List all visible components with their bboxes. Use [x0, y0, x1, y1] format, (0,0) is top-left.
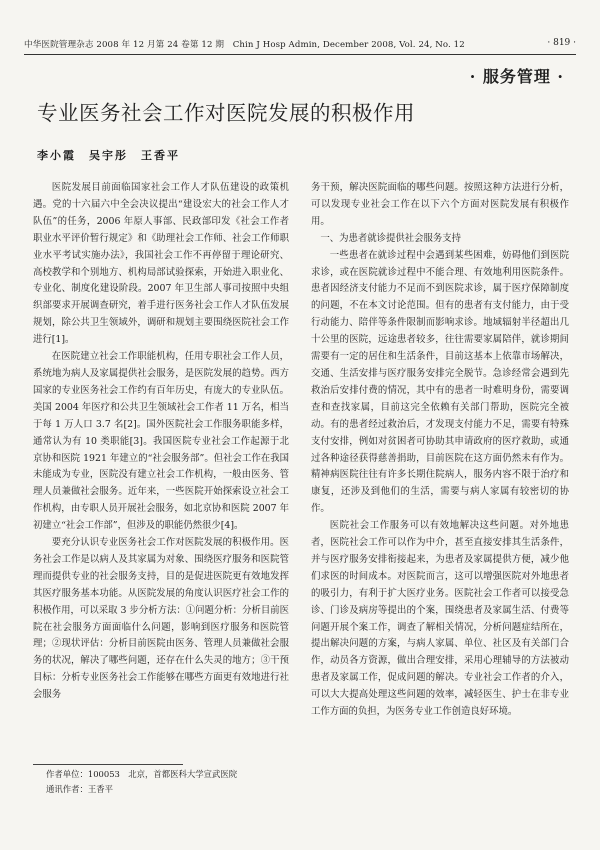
footnote-divider: [33, 764, 183, 765]
body-paragraph-continued: 务干预，解决医院面临的哪些问题。按照这种方法进行分析，可以发现专业社会工作在以下六个方面对医院发展有积极作用。: [311, 182, 569, 227]
journal-header: 中华医院管理杂志 2008 年 12 月第 24 卷第 12 期 Chin J Hosp Admin, December 2008, Vol. 24, No. 12: [24, 40, 465, 50]
section-tag: · 服务管理 ·: [469, 67, 564, 86]
body-paragraph: 在医院建立社会工作职能机构，任用专职社会工作人员，系统地为病人及家属提供社会服务，是医院发展的趋势。西方国家的专业医务社会工作约有百年历史，有庞大的专业队伍。美国 2004 年医疗和公共卫生领域社会工作者 11 万名，相当于每 1 万人口 3.7 名[2]。国外医院社会工作服务职能多样，通常认为有 10 类职能[3]。我国医院专业社会工作起源于北京协和医院 1921 年建立的“社会服务部”。但社会工作在我国未能成为专业，医院没有建立社会工作机构，一般由医务、管理人员兼做社会服务。近年来，一些医院开始探索设立社会工作机构，由专职人员开展社会服务，如北京协和医院 2007 年初建立“社会工作部”，但涉及的职能仍然很少[4]。: [33, 351, 289, 532]
author-list: 李小霞 吴宇彤 王香平: [37, 149, 180, 162]
author-footnote: [46, 767, 237, 796]
section-heading: 一、为患者就诊提供社会服务支持: [320, 232, 462, 244]
page-number: · 819 ·: [547, 38, 576, 48]
left-column: [33, 180, 289, 704]
body-paragraph: 医院发展目前面临国家社会工作人才队伍建设的政策机遇。党的十六届六中全会决议提出“建设宏大的社会工作人才队伍”的任务，2006 年原人事部、民政部印发《社会工作者职业水平评价暂行规定》和《助理社会工作师、社会工作师职业水平考试实施办法》，我国社会工作不再停留于理论研究、高校教学和个别地方、机构局部试验探索，开始进入职业化、专业化、制度化建设阶段。2007 年卫生部人事司按照中央组织部要求开展调查研究，着手进行医务社会工作人才队伍发展规划，除公共卫生领域外，调研和规划主要围绕医院社会工作进行[1]。: [33, 182, 289, 346]
header-divider: [24, 54, 576, 55]
body-paragraph: 医院社会工作服务可以有效地解决这些问题。对外地患者，医院社会工作可以作为中介，甚至直接安排其生活条件，并与医疗服务安排衔接起来，为患者及家属提供方便，减少他们求医的时间成本。对医院而言，这可以增强医院对外地患者的吸引力，有利于扩大医疗业务。医院社会工作者可以接受急诊、门诊及病房等提出的个案，围绕患者及家属生活、付费等问题开展个案工作，调查了解相关情况，分析问题症结所在，提出解决问题的方案，与病人家属、单位、社区及有关部门合作，动员各方资源，做出合理安排，采用心理辅导的方法被动患者及家属工作，促成问题的解决。专业社会工作者的介入，可以大大提高处理这些问题的效率，减轻医生、护士在非专业工作方面的负担，为医务专业工作创造良好环境。: [311, 520, 569, 718]
right-column: [311, 180, 569, 721]
body-paragraph: 一些患者在就诊过程中会遇到某些困难，妨碍他们到医院求诊，或在医院就诊过程中不能合理、有效地利用医院条件。患者因经济支付能力不足而不到医院求诊，属于医疗保障制度的问题，不在本文讨论范围。但有的患者有支付能力，由于受行动能力、陪伴等条件限制而影响求诊。地域辐射半径超出几十公里的医院，远途患者较多，往往需要家属陪伴，就诊期间需要有一定的居住和生活条件，目前这基本上依靠市场解决，交通、生活安排与医疗服务安排完全脱节。急诊经常会遇到先救治后安排付费的情况，其中有的患者一时难明身份，需要调查和查找家属，目前这完全依赖有关部门帮助，医院完全被动。有的患者经过救治后，才发现支付能力不足，需要有特殊支付安排，例如对贫困者可协助其申请政府的医疗救助，或通过各种途径获得慈善捐助，目前医院在这方面仍然未有作为。精神病医院往往有许多长期住院病人，服务内容不限于治疗和康复，还涉及到他们的生活，需要与病人家属有较密切的协作。: [311, 249, 569, 515]
corresponding-author: 通讯作者：王香平: [46, 783, 113, 794]
author-affiliation: 作者单位：100053 北京，首都医科大学宣武医院: [46, 769, 238, 779]
article-title: 专业医务社会工作对医院发展的积极作用: [37, 101, 415, 125]
body-paragraph: 要充分认识专业医务社会工作对医院发展的积极作用。医务社会工作是以病人及其家属为对象、围绕医疗服务和医院管理而提供专业的社会服务支持，目的是促进医院更有效地发挥其医疗服务基本功能。从医院发展的角度认识医疗社会工作的积极作用，可以采取 3 步分析方法：①问题分析：分析目前医院在社会服务方面面临什么问题，影响到医疗服务和医院管理；②现状评估：分析目前医院由医务、管理人员兼做社会服务的状况，解决了哪些问题，还存在什么失灵的地方；③干预目标：分析专业医务社会工作能够在哪些方面更有效地进行社会服务: [33, 537, 289, 701]
